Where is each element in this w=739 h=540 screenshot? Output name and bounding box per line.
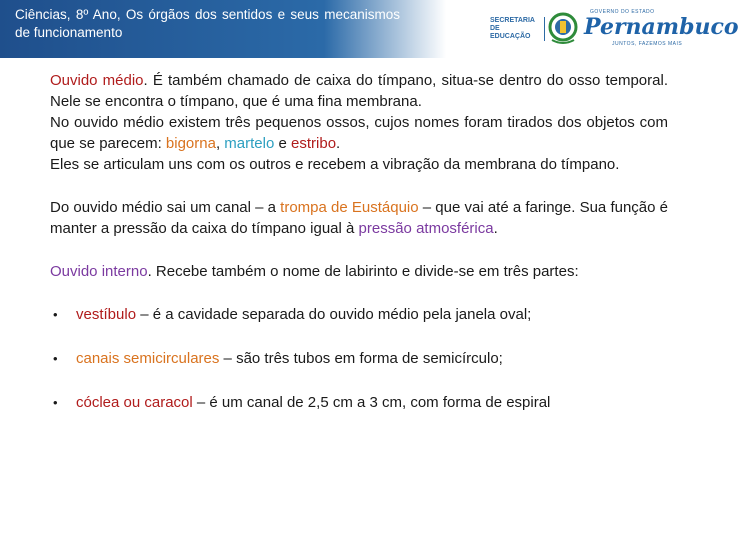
text: Eles se articulam uns com os outros e recebem a vibração da membrana do tímpano.	[50, 156, 620, 173]
text: No ouvido médio existem três pequenos ossos, cujos nomes foram tirados dos objetos com que se parecem:	[50, 114, 668, 152]
text: – é a cavidade separada do ouvido médio pela janela oval;	[136, 306, 532, 323]
text: – que vai até a faringe. Sua função é manter a pressão da caixa do tímpano igual à	[50, 199, 668, 237]
secretaria-label: SECRETARIA DE EDUCAÇÃO	[490, 17, 545, 41]
text: e	[274, 135, 292, 152]
term-vestibulo: vestíbulo	[76, 306, 137, 323]
text: Do ouvido médio sai um canal – a	[50, 199, 281, 216]
text: .	[493, 220, 498, 237]
header-banner	[0, 0, 739, 58]
paragraph-eustachian	[50, 197, 668, 239]
term-martelo: martelo	[224, 135, 275, 152]
term-semicircular-canals: canais semicirculares	[76, 350, 220, 367]
text: .	[336, 135, 341, 152]
bullet-marker: •	[53, 307, 58, 322]
term-bigorna: bigorna	[165, 135, 216, 152]
text: – são três tubos em forma de semicírculo;	[219, 350, 503, 367]
logo-tagline: JUNTOS, FAZEMOS MAIS	[612, 41, 683, 47]
text: . É também chamado de caixa do tímpano, situa-se dentro do osso temporal. Nele se encontra o tímpano, que é uma fina membrana.	[50, 72, 668, 110]
list-item	[50, 304, 668, 348]
text: ,	[215, 135, 225, 152]
state-crest-icon	[548, 10, 578, 46]
term-inner-ear: Ouvido interno	[50, 263, 148, 280]
paragraph-inner-ear	[50, 261, 668, 282]
list-item	[50, 392, 668, 436]
bullet-marker: •	[53, 351, 58, 366]
state-wordmark: Pernambuco	[584, 14, 739, 40]
term-cochlea: cóclea ou caracol	[76, 394, 193, 411]
bullet-list	[50, 304, 668, 436]
term-middle-ear: Ouvido médio	[50, 72, 144, 89]
page-title: Ciências, 8º Ano, Os órgãos dos sentidos e seus mecanismos de funcionamento	[15, 7, 400, 40]
government-logo	[490, 8, 739, 50]
term-atmospheric-pressure: pressão atmosférica	[358, 220, 494, 237]
term-estribo: estribo	[291, 135, 337, 152]
main-content	[50, 70, 668, 436]
government-label: GOVERNO DO ESTADO	[590, 9, 655, 15]
text: – é um canal de 2,5 cm a 3 cm, com forma de espiral	[192, 394, 551, 411]
paragraph-middle-ear	[50, 70, 668, 175]
list-item	[50, 348, 668, 392]
bullet-marker: •	[53, 395, 58, 410]
text: . Recebe também o nome de labirinto e divide-se em três partes:	[147, 263, 579, 280]
term-eustachian-tube: trompa de Eustáquio	[280, 199, 419, 216]
